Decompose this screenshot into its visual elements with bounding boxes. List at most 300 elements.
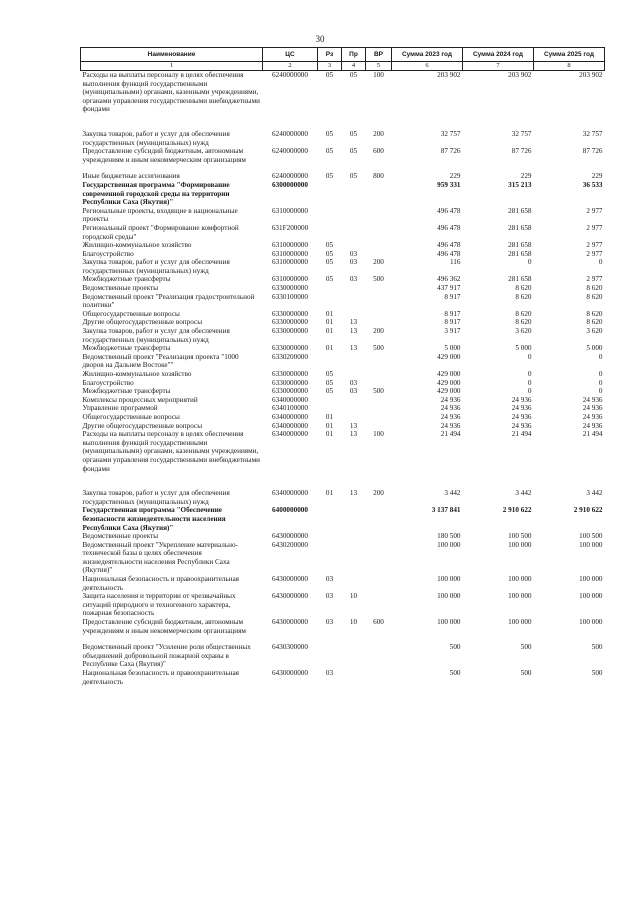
row-sum-2023: 496 478 (437, 241, 461, 250)
row-name: Благоустройство (82, 249, 134, 258)
row-sum-2025: 24 936 (582, 404, 603, 413)
row-sum-2024: 0 (527, 352, 532, 361)
table-row (81, 310, 605, 319)
row-pr: 13 (349, 344, 358, 353)
row-spacer (81, 635, 605, 643)
row-pr: 03 (349, 275, 358, 284)
row-cs: 6340000000 (272, 489, 308, 498)
row-name: Межбюджетные трансферты (82, 275, 171, 284)
row-sum-2024: 100 000 (508, 618, 532, 627)
row-pr: 13 (349, 318, 358, 327)
row-sum-2025: 3 620 (586, 327, 603, 336)
row-vr (366, 396, 392, 405)
row-name: Ведомственные проекты (82, 532, 159, 541)
column-number: 4 (342, 62, 366, 71)
row-pr (342, 541, 366, 575)
row-pr: 03 (349, 378, 358, 387)
row-sum-2023: 3 137 841 (431, 506, 461, 515)
row-vr: 100 (373, 430, 384, 439)
row-cs: 6330000000 (272, 327, 308, 336)
row-pr (342, 293, 366, 310)
row-sum-2024: 3 442 (515, 489, 532, 498)
header-name: Наименование (81, 48, 263, 62)
table-row (81, 618, 605, 635)
row-vr: 200 (373, 129, 384, 138)
row-rz: 05 (325, 275, 334, 284)
row-name: Закупка товаров, работ и услуг для обеспечения государственных (муниципальных) нужд (82, 327, 230, 344)
row-sum-2025: 0 (598, 387, 603, 396)
row-cs: 6310000000 (272, 206, 308, 215)
row-name: Управление программой (82, 404, 158, 413)
row-sum-2025: 36 533 (582, 180, 603, 189)
row-name: Предоставление субсидий бюджетным, автономным учреждениям и иным некоммерческим организациям (82, 147, 246, 164)
row-vr (366, 404, 392, 413)
row-rz (318, 541, 342, 575)
table-row (81, 318, 605, 327)
header-pr: Пр (342, 48, 366, 62)
row-cs: 6330000000 (272, 387, 308, 396)
row-sum-2025: 100 000 (579, 618, 603, 627)
table-row (81, 207, 605, 224)
row-name: Другие общегосударственные вопросы (82, 318, 203, 327)
row-rz (318, 506, 342, 532)
row-vr (366, 370, 392, 379)
row-cs: 6430000000 (272, 592, 308, 601)
row-sum-2025: 32 757 (582, 129, 603, 138)
table-row (81, 404, 605, 413)
header-row (81, 48, 605, 62)
row-sum-2024: 32 757 (511, 129, 532, 138)
row-pr: 03 (349, 258, 358, 267)
table-row (81, 430, 605, 473)
row-pr (342, 241, 366, 250)
row-cs: 6430000000 (272, 669, 308, 677)
spacer-cell (81, 164, 605, 172)
header-cs: ЦС (263, 48, 318, 62)
row-cs: 6430200000 (272, 540, 308, 549)
row-cs: 6240000000 (272, 147, 308, 156)
row-vr (366, 241, 392, 250)
row-pr (342, 284, 366, 293)
row-sum-2023: 100 000 (437, 618, 461, 627)
header-vr: ВР (366, 48, 392, 62)
row-rz: 05 (325, 129, 334, 138)
row-vr (366, 413, 392, 422)
row-vr: 600 (373, 618, 384, 627)
row-vr (366, 353, 392, 370)
row-sum-2023: 87 726 (440, 147, 461, 156)
row-rz (318, 353, 342, 370)
row-sum-2025: 100 000 (579, 592, 603, 601)
row-spacer (81, 473, 605, 489)
row-pr: 05 (349, 129, 358, 138)
table-row (81, 643, 605, 669)
row-vr (366, 592, 392, 618)
row-sum-2024: 21 494 (511, 430, 532, 439)
row-sum-2024: 24 936 (511, 404, 532, 413)
row-sum-2025: 0 (598, 378, 603, 387)
row-spacer (81, 114, 605, 130)
page-number: 30 (315, 34, 325, 44)
row-sum-2023: 496 478 (437, 206, 461, 215)
row-pr (342, 396, 366, 405)
row-cs: 6330000000 (272, 318, 308, 327)
row-sum-2023: 8 917 (444, 292, 461, 301)
table-row (81, 147, 605, 164)
column-number: 7 (463, 62, 534, 71)
row-sum-2023: 429 000 (437, 387, 461, 396)
row-pr: 05 (349, 172, 358, 181)
row-name: Общегосударственные вопросы (82, 309, 180, 318)
table-row (81, 275, 605, 284)
row-sum-2024: 0 (527, 378, 532, 387)
row-name: Жилищно-коммунальное хозяйство (82, 241, 192, 250)
header-sum-2023: Сумма 2023 год (392, 48, 463, 62)
row-cs: 6330000000 (272, 378, 308, 387)
row-cs: 6240000000 (272, 71, 308, 79)
spacer-cell (81, 635, 605, 643)
row-vr: 800 (373, 172, 384, 181)
row-name: Ведомственный проект "Реализация градостроительной политики" (82, 292, 255, 310)
row-cs: 6240000000 (272, 172, 308, 181)
row-sum-2024: 87 726 (511, 147, 532, 156)
column-number: 8 (534, 62, 605, 71)
row-sum-2025: 100 000 (579, 540, 603, 549)
row-sum-2024: 8 620 (515, 309, 532, 318)
row-name: Закупка товаров, работ и услуг для обеспечения государственных (муниципальных) нужд (82, 129, 230, 147)
row-sum-2024: 229 (520, 172, 532, 181)
row-vr (366, 669, 392, 686)
table-row (81, 413, 605, 422)
row-cs: 6330000000 (272, 309, 308, 318)
row-sum-2024: 281 658 (508, 241, 532, 250)
row-cs: 6430000000 (272, 532, 308, 541)
table-row (81, 241, 605, 250)
row-name: Межбюджетные трансферты (82, 344, 171, 353)
row-vr (366, 310, 392, 319)
row-rz: 05 (325, 147, 334, 156)
row-sum-2024: 8 620 (515, 318, 532, 327)
row-sum-2025: 2 977 (586, 241, 603, 250)
row-sum-2024: 281 658 (508, 275, 532, 284)
row-rz: 01 (325, 489, 334, 498)
row-rz (318, 224, 342, 241)
table-row (81, 532, 605, 541)
row-cs: 6240000000 (272, 129, 308, 138)
row-sum-2023: 24 936 (440, 404, 461, 413)
row-sum-2023: 437 917 (437, 284, 461, 293)
row-rz: 03 (325, 592, 334, 601)
row-pr: 10 (349, 592, 358, 601)
row-name: Региональный проект "Формирование комфортной городской среды" (82, 223, 239, 241)
row-name: Закупка товаров, работ и услуг для обеспечения государственных (муниципальных) нужд (82, 258, 230, 275)
row-rz: 05 (325, 370, 334, 378)
row-rz: 05 (325, 387, 334, 396)
row-pr (342, 353, 366, 370)
table-row (81, 71, 605, 114)
row-name: Региональные проекты, входящие в национальные проекты (82, 206, 238, 224)
row-sum-2025: 203 902 (579, 71, 603, 79)
row-vr (366, 250, 392, 259)
row-sum-2025: 8 620 (586, 318, 603, 327)
row-sum-2024: 315 213 (508, 180, 532, 189)
row-sum-2025: 500 (591, 669, 603, 677)
row-sum-2023: 100 000 (437, 575, 461, 584)
row-cs: 6330000000 (272, 344, 308, 353)
spacer-cell (81, 114, 605, 130)
table-body (81, 71, 605, 687)
table-row (81, 396, 605, 405)
row-sum-2023: 229 (449, 172, 461, 181)
row-sum-2024: 0 (527, 387, 532, 396)
table-row (81, 327, 605, 344)
row-vr: 200 (373, 489, 384, 498)
row-pr: 13 (349, 430, 358, 439)
row-sum-2023: 5 000 (444, 344, 461, 353)
table-row (81, 506, 605, 532)
row-sum-2025: 229 (591, 172, 603, 181)
row-pr (342, 575, 366, 592)
row-cs: 6300000000 (272, 180, 308, 189)
table-row (81, 181, 605, 207)
row-pr (342, 506, 366, 532)
row-name: Национальная безопасность и правоохранительная деятельность (82, 669, 239, 686)
row-sum-2023: 496 362 (437, 275, 461, 284)
row-pr: 05 (349, 71, 358, 79)
table-row (81, 250, 605, 259)
row-sum-2023: 180 500 (437, 532, 461, 541)
row-sum-2025: 2 977 (586, 249, 603, 258)
table-row (81, 370, 605, 379)
row-rz: 05 (325, 249, 334, 258)
row-sum-2023: 21 494 (440, 430, 461, 439)
row-sum-2024: 24 936 (511, 421, 532, 430)
row-rz: 05 (325, 378, 334, 387)
table-row (81, 489, 605, 506)
row-name: Расходы на выплаты персоналу в целях обеспечения выполнения функций государственными (муниципальными) органами, казенными учреждениями, органами управления государственными внебюджетными фондами (82, 71, 260, 114)
column-number: 3 (318, 62, 342, 71)
row-sum-2025: 2 910 622 (573, 506, 603, 515)
row-sum-2025: 2 977 (586, 223, 603, 232)
row-vr (366, 224, 392, 241)
row-sum-2023: 24 936 (440, 412, 461, 421)
row-cs: 6310000000 (272, 249, 308, 258)
row-vr: 500 (373, 275, 384, 284)
row-sum-2023: 8 917 (444, 318, 461, 327)
row-vr (366, 284, 392, 293)
row-cs: 6430300000 (272, 643, 308, 652)
row-sum-2025: 2 977 (586, 206, 603, 215)
row-sum-2024: 0 (527, 258, 532, 267)
row-name: Благоустройство (82, 378, 134, 387)
row-pr (342, 224, 366, 241)
row-pr: 10 (349, 618, 358, 627)
row-name: Ведомственные проекты (82, 284, 159, 293)
row-pr: 13 (349, 327, 358, 336)
row-name: Государственная программа "Формирование современной городской среды на территории Республики Саха (Якутия)" (82, 180, 230, 207)
row-sum-2025: 0 (598, 258, 603, 267)
row-rz: 01 (325, 430, 334, 439)
row-cs: 6340000000 (272, 421, 308, 430)
header-sum-2024: Сумма 2024 год (463, 48, 534, 62)
row-sum-2025: 5 000 (586, 344, 603, 353)
row-sum-2025: 500 (591, 643, 603, 652)
column-number: 5 (366, 62, 392, 71)
row-name: Расходы на выплаты персоналу в целях обеспечения выполнения функций государственными (муниципальными) органами, казенными учреждениями, органами управления государственными внебюджетными фондами (82, 430, 260, 473)
row-sum-2023: 32 757 (440, 129, 461, 138)
row-name: Предоставление субсидий бюджетным, автономным учреждениям и иным некоммерческим организациям (82, 618, 246, 635)
row-rz: 03 (325, 618, 334, 627)
row-sum-2025: 100 000 (579, 575, 603, 584)
row-cs: 6430000000 (272, 575, 308, 584)
row-sum-2024: 500 (520, 643, 532, 652)
row-sum-2024: 281 658 (508, 249, 532, 258)
row-pr (342, 404, 366, 413)
row-name: Ведомственный проект "Реализация проекта "1000 дворов на Дальнем Востоке"" (82, 352, 239, 370)
row-sum-2025: 8 620 (586, 292, 603, 301)
row-sum-2024: 500 (520, 669, 532, 677)
row-name: Комплексы процессных мероприятий (82, 395, 198, 404)
column-number-row (81, 62, 605, 71)
row-pr (342, 669, 366, 686)
table-header (81, 48, 605, 71)
row-rz: 05 (325, 71, 334, 79)
row-rz: 01 (325, 318, 334, 327)
row-cs: 6340100000 (272, 404, 308, 413)
row-vr (366, 293, 392, 310)
row-sum-2023: 3 917 (444, 327, 461, 336)
row-sum-2025: 2 977 (586, 275, 603, 284)
row-name: Другие общегосударственные вопросы (82, 421, 203, 430)
row-cs: 6330100000 (272, 292, 308, 301)
row-sum-2023: 203 902 (437, 71, 461, 79)
row-name: Ведомственный проект "Укрепление материально-технической базы в целях обеспечения жизнедеятельности населения Республики Саха (Якутия)" (82, 540, 238, 575)
row-sum-2023: 429 000 (437, 378, 461, 387)
row-sum-2023: 429 000 (437, 370, 461, 378)
row-sum-2023: 24 936 (440, 395, 461, 404)
table-row (81, 258, 605, 275)
row-vr (366, 379, 392, 388)
row-sum-2023: 100 000 (437, 592, 461, 601)
row-pr: 13 (349, 421, 358, 430)
row-cs: 6330200000 (272, 352, 308, 361)
row-sum-2025: 3 442 (586, 489, 603, 498)
row-cs: 6340000000 (272, 412, 308, 421)
row-rz: 05 (325, 172, 334, 181)
row-pr: 03 (349, 387, 358, 396)
row-sum-2025: 0 (598, 352, 603, 361)
row-sum-2025: 21 494 (582, 430, 603, 439)
row-vr (366, 541, 392, 575)
table-row (81, 172, 605, 181)
column-number: 1 (81, 62, 263, 71)
row-rz: 01 (325, 421, 334, 430)
row-pr (342, 370, 366, 379)
row-sum-2023: 500 (449, 669, 461, 677)
row-sum-2024: 100 000 (508, 575, 532, 584)
row-vr (366, 318, 392, 327)
row-name: Ведомственный проект "Усиление роли общественных объединений добровольной пожарной охраны в Республике Саха (Якутия)" (82, 643, 251, 669)
row-vr: 200 (373, 258, 384, 267)
row-sum-2023: 496 478 (437, 223, 461, 232)
row-sum-2023: 24 936 (440, 421, 461, 430)
row-rz (318, 181, 342, 207)
row-sum-2023: 500 (449, 643, 461, 652)
row-vr (366, 181, 392, 207)
header-sum-2025: Сумма 2025 год (534, 48, 605, 62)
header-rz: Рз (318, 48, 342, 62)
row-sum-2024: 100 500 (508, 532, 532, 541)
row-vr (366, 422, 392, 431)
row-rz: 01 (325, 327, 334, 336)
row-name: Защита населения и территории от чрезвычайных ситуаций природного и техногенного характера, пожарная безопасность (82, 592, 236, 618)
row-rz (318, 532, 342, 541)
row-sum-2025: 8 620 (586, 284, 603, 293)
row-rz: 03 (325, 575, 334, 584)
row-sum-2023: 116 (449, 258, 461, 267)
row-vr: 500 (373, 387, 384, 396)
table-row (81, 284, 605, 293)
row-vr (366, 506, 392, 532)
row-pr (342, 413, 366, 422)
table-row (81, 387, 605, 396)
table-row (81, 344, 605, 353)
row-cs: 631F200000 (271, 223, 309, 232)
row-sum-2023: 429 000 (437, 352, 461, 361)
table-row (81, 379, 605, 388)
row-rz (318, 284, 342, 293)
row-cs: 6330000000 (272, 370, 308, 378)
row-cs: 6310000000 (272, 241, 308, 250)
row-vr: 500 (373, 344, 384, 353)
row-name: Жилищно-коммунальное хозяйство (82, 370, 192, 378)
row-rz (318, 404, 342, 413)
row-sum-2023: 496 478 (437, 249, 461, 258)
row-sum-2024: 8 620 (515, 292, 532, 301)
row-sum-2025: 87 726 (582, 147, 603, 156)
row-sum-2024: 203 902 (508, 71, 532, 79)
row-cs: 6340000000 (272, 395, 308, 404)
row-pr: 03 (349, 249, 358, 258)
row-name: Межбюджетные трансферты (82, 387, 171, 396)
row-name: Иные бюджетные ассигнования (82, 172, 180, 181)
row-rz: 05 (325, 241, 334, 250)
row-pr (342, 207, 366, 224)
row-vr (366, 207, 392, 224)
row-cs: 6330000000 (272, 284, 308, 293)
row-pr (342, 181, 366, 207)
row-sum-2025: 100 500 (579, 532, 603, 541)
row-pr (342, 310, 366, 319)
row-pr: 05 (349, 147, 358, 156)
table-row (81, 353, 605, 370)
row-cs: 6400000000 (272, 506, 308, 515)
row-name: Национальная безопасность и правоохранительная деятельность (82, 575, 239, 592)
spacer-cell (81, 473, 605, 489)
row-vr: 100 (373, 71, 384, 79)
row-name: Закупка товаров, работ и услуг для обеспечения государственных (муниципальных) нужд (82, 489, 230, 506)
column-number: 6 (392, 62, 463, 71)
table-row (81, 541, 605, 575)
row-sum-2023: 8 917 (444, 309, 461, 318)
row-rz (318, 643, 342, 669)
row-rz (318, 293, 342, 310)
row-sum-2024: 8 620 (515, 284, 532, 293)
row-sum-2023: 959 331 (437, 180, 461, 189)
row-sum-2024: 5 000 (515, 344, 532, 353)
table-row (81, 592, 605, 618)
table-row (81, 575, 605, 592)
